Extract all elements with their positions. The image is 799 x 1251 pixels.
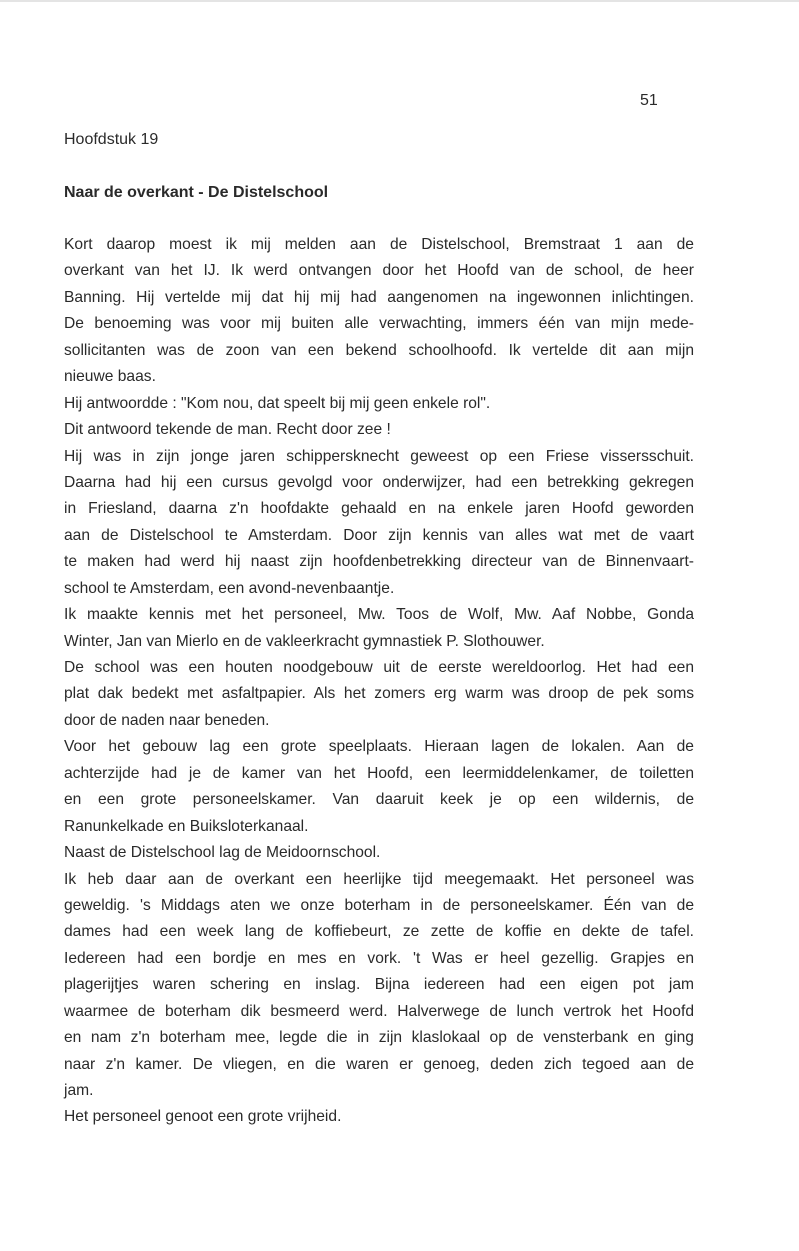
text-line: sollicitanten was de zoon van een bekend schoolhoofd. Ik vertelde dit aan mijn — [64, 341, 694, 359]
text-line: school te Amsterdam, een avond-nevenbaantje. — [64, 579, 395, 597]
text-line: Ik maakte kennis met het personeel, Mw. Toos de Wolf, Mw. Aaf Nobbe, Gonda — [64, 606, 694, 624]
text-line: achterzijde had je de kamer van het Hoofd, een leermiddelenkamer, de toiletten — [64, 764, 694, 782]
section-title: Naar de overkant - De Distelschool — [64, 184, 329, 201]
text-line: Banning. Hij vertelde mij dat hij mij had aangenomen na ingewonnen inlichtingen. — [64, 288, 694, 306]
text-line: dames had een week lang de koffiebeurt, ze zette de koffie en dekte de tafel. — [64, 923, 694, 941]
text-line: door de naden naar beneden. — [64, 711, 270, 729]
text-line: De benoeming was voor mij buiten alle verwachting, immers één van mijn mede- — [64, 315, 694, 333]
text-line: plagerijtjes waren schering en inslag. Bijna iedereen had een eigen pot jam — [64, 976, 694, 994]
chapter-heading: Hoofdstuk 19 — [64, 131, 159, 148]
text-line: plat dak bedekt met asfaltpapier. Als het zomers erg warm was droop de pek soms — [64, 685, 694, 703]
text-line: Daarna had hij een cursus gevolgd voor onderwijzer, had een betrekking gekregen — [64, 473, 694, 491]
text-line: aan de Distelschool te Amsterdam. Door zijn kennis van alles wat met de vaart — [64, 526, 694, 544]
text-line: in Friesland, daarna z'n hoofdakte gehaald en na enkele jaren Hoofd geworden — [64, 500, 694, 518]
text-line: en nam z'n boterham mee, legde die in zijn klaslokaal op de vensterbank en ging — [64, 1029, 694, 1047]
text-line: Kort daarop moest ik mij melden aan de Distelschool, Bremstraat 1 aan de — [64, 236, 694, 253]
text-line: Voor het gebouw lag een grote speelplaats. Hieraan lagen de lokalen. Aan de — [64, 738, 694, 756]
text-line: Hij antwoordde : "Kom nou, dat speelt bij mij geen enkele rol". — [64, 394, 491, 412]
text-line: Naast de Distelschool lag de Meidoornschool. — [64, 844, 381, 862]
text-line: Dit antwoord tekende de man. Recht door zee ! — [64, 421, 391, 439]
page-edge — [0, 0, 799, 2]
text-line: jam. — [64, 1082, 94, 1099]
page-number: 51 — [640, 92, 658, 109]
text-line: Iedereen had een bordje en mes en vork. 't Was er heel gezellig. Grapjes en — [64, 949, 694, 967]
body-text — [64, 232, 694, 1131]
text-line: waarmee de boterham dik besmeerd werd. Halverwege de lunch vertrok het Hoofd — [64, 1002, 694, 1020]
text-line: Ik heb daar aan de overkant een heerlijke tijd meegemaakt. Het personeel was — [64, 870, 694, 888]
text-line: geweldig. 's Middags aten we onze boterham in de personeelskamer. Één van de — [64, 896, 694, 914]
text-line: en een grote personeelskamer. Van daaruit keek je op een wildernis, de — [64, 791, 694, 809]
text-line: Winter, Jan van Mierlo en de vakleerkracht gymnastiek P. Slothouwer. — [64, 632, 545, 650]
text-line: Hij was in zijn jonge jaren schippersknecht geweest op een Friese vissersschuit. — [64, 447, 694, 465]
text-line: nieuwe baas. — [64, 368, 156, 386]
text-line: te maken had werd hij naast zijn hoofdenbetrekking directeur van de Binnenvaart- — [64, 553, 694, 571]
text-line: naar z'n kamer. De vliegen, en die waren er genoeg, deden zich tegoed aan de — [64, 1055, 694, 1073]
text-line: Het personeel genoot een grote vrijheid. — [64, 1108, 342, 1126]
text-line: Ranunkelkade en Buiksloterkanaal. — [64, 817, 309, 835]
text-line: overkant van het IJ. Ik werd ontvangen door het Hoofd van de school, de heer — [64, 262, 694, 280]
text-line: De school was een houten noodgebouw uit de eerste wereldoorlog. Het had een — [64, 659, 694, 676]
